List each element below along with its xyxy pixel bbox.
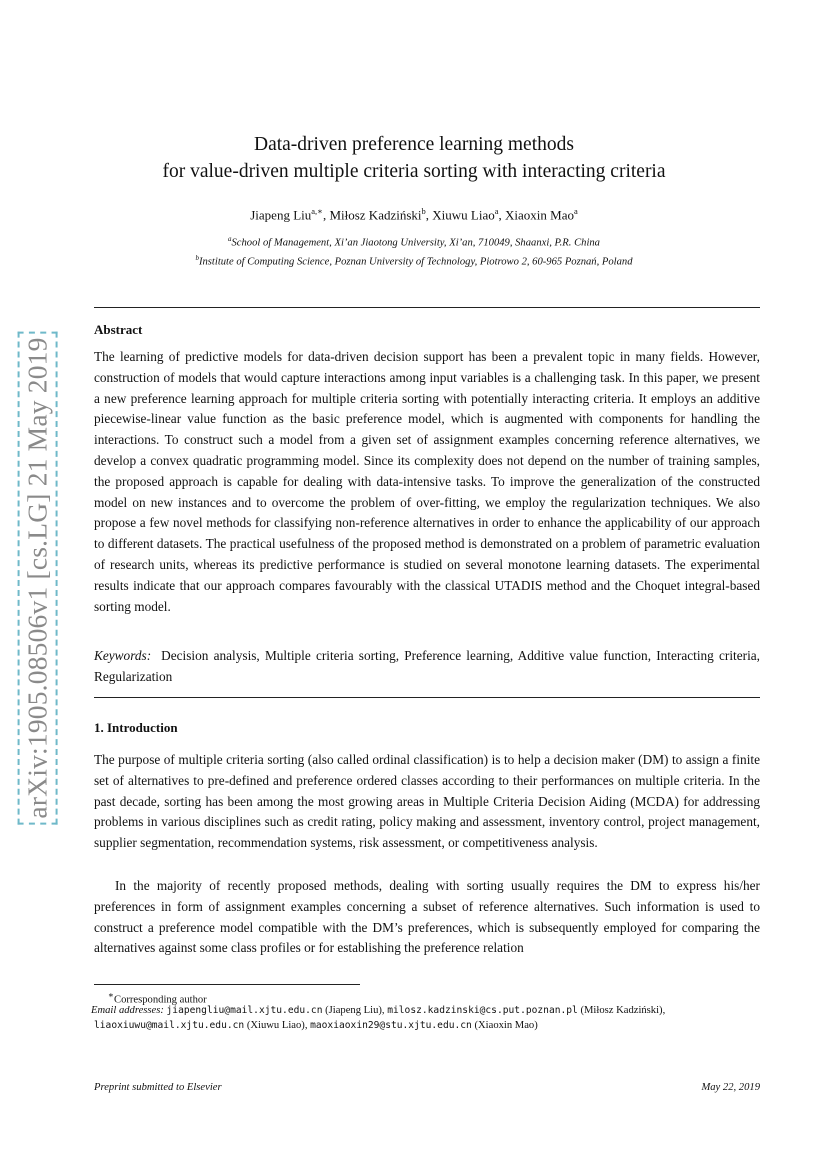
affiliations [0,232,828,269]
footnote-mark: ∗ [108,990,115,1000]
email-owner: (Xiuwu Liao) [246,1020,305,1031]
keywords-label: Keywords: [94,648,152,663]
affiliation-text: Institute of Computing Science, Poznan University of Technology, Piotrowo 2, 60-965 Poznań, Poland [198,256,633,268]
intro-paragraph-1: The purpose of multiple criteria sorting (also called ordinal classification) is to help a decision maker (DM) to assign a finite set of alternatives to pre-defined and preference ordered classes according to their performances on multiple criteria. In the past decade, sorting has been among the most growing areas in Multiple Criteria Decision Aiding (MCDA) for addressing problems in various disciplines such as credit rating, policy making and assessment, inventory control, project management, supplier segmentation, recommendation systems, risk assessment, or competitiveness analysis. [94,752,760,851]
abstract-bottom-rule [94,697,760,698]
keywords [94,646,760,688]
email-separator: , [662,1005,666,1016]
email-owner: (Xiaoxin Mao) [474,1020,538,1031]
affiliation-text: School of Management, Xi’an Jiaotong University, Xi’an, 710049, Shaanxi, P.R. China [231,237,600,249]
footnote-rule [94,984,360,985]
preprint-note: Preprint submitted to Elsevier [94,1082,222,1093]
author-name: Xiuwu Liao [432,207,495,223]
author-affil-mark: a [494,206,499,216]
email-owner: (Miłosz Kadziński) [580,1005,663,1016]
author-name: Miłosz Kadziński [329,207,422,223]
email-link[interactable]: liaoxiuwu@mail.xjtu.edu.cn [94,1020,245,1031]
keywords-text: Decision analysis, Multiple criteria sorting, Preference learning, Additive value function, Interacting criteria, Regularization [94,648,760,684]
author-affil-mark: a,∗ [311,206,323,216]
author-separator: , [425,207,433,223]
title-line-2: for value-driven multiple criteria sorting with interacting criteria [162,161,666,182]
intro-paragraph-2: In the majority of recently proposed methods, dealing with sorting usually requires the DM to express his/her preferences in form of assignment examples concerning a subset of reference alternatives. Such information is used to construct a preference model compatible with the DM’s preferences, which is subsequently employed for comparing the alternatives against some class profiles or for establishing the preference relation [94,878,760,956]
author-separator: , [322,207,330,223]
abstract-text: The learning of predictive models for data-driven decision support has been a prevalent topic in many fields. However, construction of models that would capture interactions among input variables is a challenging task. In this paper, we present a new preference learning approach for multiple criteria sorting with potentially interacting criteria. It employs an additive piecewise-linear value function as the basic preference model, which is augmented with components for handling the interactions. To construct such a model from a given set of assignment examples concerning reference alternatives, we develop a convex quadratic programming model. Since its complexity does not depend on the number of training samples, the proposed approach is capable for dealing with data-intensive tasks. To improve the generalization of the constructed model on new instances and to overcome the problem of over-fitting, we employ the regularization techniques. We also propose a few novel methods for classifying non-reference alternatives in order to enhance the applicability of our approach to different datasets. The practical usefulness of the proposed method is demonstrated on a problem of parametric evaluation of research units, whereas its predictive performance is studied on several monotone learning datasets. The experimental results indicate that our approach compares favourably with the classical UTADIS method and the Choquet integral-based sorting model. [94,349,760,614]
author-affil-mark: a [573,206,578,216]
email-separator: , [381,1005,388,1016]
author-name: Jiapeng Liu [250,207,312,223]
footnote-emails [91,1003,760,1033]
abstract-heading: Abstract [94,322,143,337]
arxiv-stamp-text: arXiv:1905.08506v1 [cs.LG] 21 May 2019 [18,331,58,824]
paper-title [0,131,828,185]
affiliation-mark: a [228,235,232,243]
author-separator: , [498,207,506,223]
email-link[interactable]: milosz.kadzinski@cs.put.poznan.pl [387,1005,578,1016]
title-line-1: Data-driven preference learning methods [254,134,574,155]
section-heading-introduction: 1. Introduction [94,720,178,735]
affiliation-mark: b [195,253,199,262]
affiliation-b [0,251,828,270]
arxiv-stamp [17,321,59,835]
email-link[interactable]: jiapengliu@mail.xjtu.edu.cn [166,1005,323,1016]
author-affil-mark: b [421,206,426,216]
preprint-date: May 22, 2019 [701,1082,760,1093]
email-separator: , [304,1020,311,1031]
abstract-top-rule [94,307,760,308]
footnote-corresponding-text: Corresponding author [114,994,207,1006]
email-label: Email addresses: [91,1005,164,1016]
email-owner: (Jiapeng Liu) [325,1005,382,1016]
author-name: Xiaoxin Mao [505,207,574,223]
affiliation-a [0,232,828,251]
email-link[interactable]: maoxiaoxin29@stu.xjtu.edu.cn [310,1020,472,1031]
author-list [0,202,828,224]
